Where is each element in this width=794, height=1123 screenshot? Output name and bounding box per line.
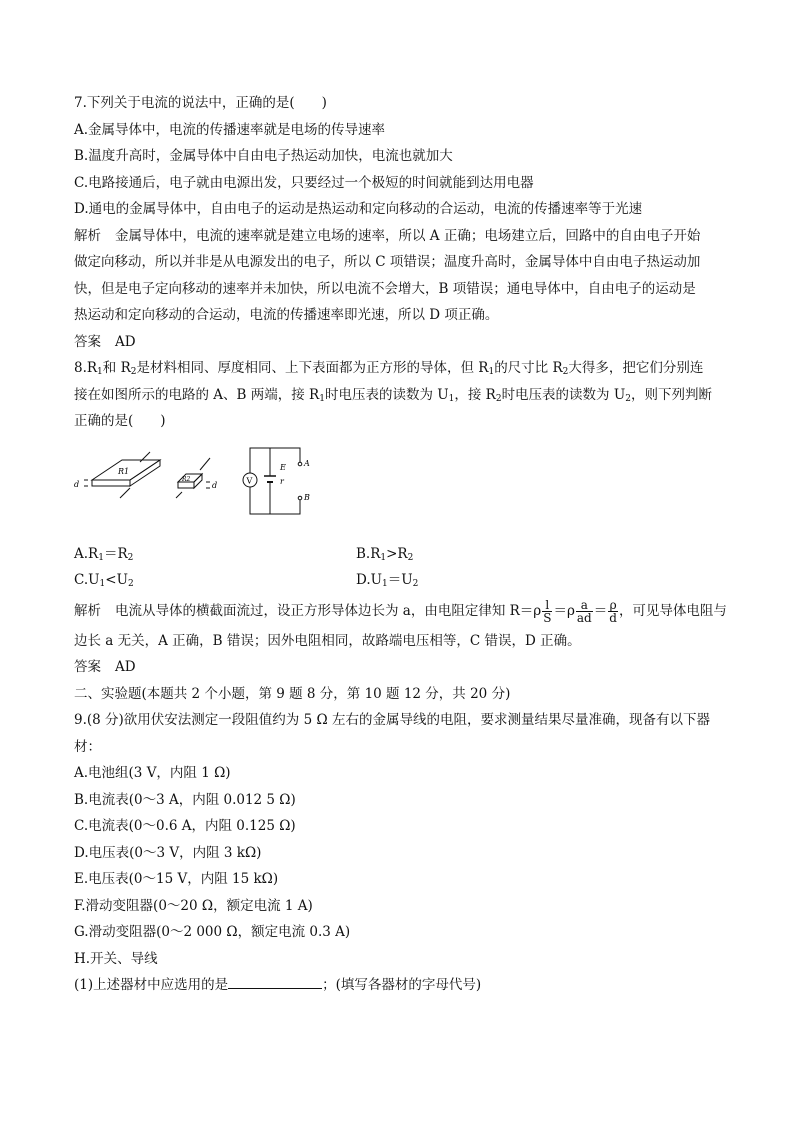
q7-analysis-cont: 做定向移动，所以并非是从电源发出的电子，所以 C 项错误；温度升高时，金属导体中自由电子热运动加 xyxy=(74,254,701,270)
q8-stem-line1: $8.R_1$和 $R_2$是材料相同、厚度相同、上下表面都为正方形的导体，但 $R_1$的尺寸比 $R_2$大得多，把它们分别连 xyxy=(74,360,704,377)
terminal-b-label: B xyxy=(304,493,310,502)
q9-subquestion-1: (1)上述器材中应选用的是 ；(填写各器材的字母代号) xyxy=(74,972,724,999)
d-label: d xyxy=(212,481,218,490)
q8-analysis-cont: 边长 a 无关，A 正确，B 错误；因外电阻相同，故路端电压相等，C 错误，D 正确。 xyxy=(74,632,581,649)
q7-answer xyxy=(74,329,724,356)
d-label: d xyxy=(74,480,80,489)
q7-analysis-line xyxy=(74,223,724,250)
q8-option-c: $C.U_1<U_2$ xyxy=(74,572,134,589)
q7-analysis-cont: 热运动和定向移动的合运动，电流的传播速率即光速，所以 D 项正确。 xyxy=(74,307,499,323)
r1-label: R1 xyxy=(118,467,130,476)
answer-label: 答案 xyxy=(74,659,101,675)
q8-options-row2 xyxy=(74,567,724,594)
q8-option-a: $A.R_1=R_2$ xyxy=(74,545,134,563)
q8-option-d: $D.U_1=U_2$ xyxy=(356,572,419,589)
q7-analysis-cont: 快，但是电子定向移动的速率并未加快，所以电流不会增大，B 项错误；通电导体中，自由电子的运动是 xyxy=(74,280,696,297)
analysis-label: 解析 xyxy=(74,227,101,244)
answer-label: 答案 xyxy=(74,333,101,350)
analysis-label: 解析 xyxy=(74,602,101,619)
q9-item-f: F.滑动变阻器(0～20 Ω，额定电流 1 A) xyxy=(74,897,313,914)
q8-analysis-line: 解析 电流从导体的横截面流过，设正方形导体边长为 a，由电阻定律知 R＝ρ $\frac{l}{S}$ ＝ρ $\frac{a}{ad}$ ＝ $\frac{\rho}{d}$ ，可见导体电阻与 xyxy=(74,597,727,625)
q7-analysis-text: 金属导体中，电流的速率就是建立电场的速率，所以 A 正确；电场建立后，回路中的自由电子开始 xyxy=(115,227,701,244)
q9-item-c: C.电流表(0～0.6 A，内阻 0.125 Ω) xyxy=(74,818,296,834)
q7-option-d: D.通电的金属导体中，自由电子的运动是热运动和定向移动的合运动，电流的传播速率等于光速 xyxy=(74,201,643,217)
q7-option-b: B.温度升高时，金属导体中自由电子热运动加快，电流也就加大 xyxy=(74,148,453,164)
section-heading: 二、实验题(本题共 2 个小题，第 9 题 8 分，第 10 题 12 分，共 20 分) xyxy=(74,685,511,702)
q8-option-b: $B.R_1>R_2$ xyxy=(356,545,414,563)
q7-stem: 7.下列关于电流的说法中，正确的是( ) xyxy=(74,95,327,111)
q9-stem-line1: 9.(8 分)欲用伏安法测定一段阻值约为 5 Ω 左右的金属导线的电阻，要求测量结果尽量准确，现备有以下器 xyxy=(74,712,710,728)
answer-value: AD xyxy=(115,659,136,675)
q9-item-e: E.电压表(0～15 V，内阻 15 kΩ) xyxy=(74,871,279,887)
internal-r-label: r xyxy=(280,477,284,486)
q9-item-d: D.电压表(0～3 V，内阻 3 kΩ) xyxy=(74,844,262,861)
q8-answer xyxy=(74,654,724,681)
fraction: $\frac{\rho}{d}$ xyxy=(609,597,617,625)
document-page xyxy=(74,90,727,999)
q9-stem-line2: 材： xyxy=(74,738,101,755)
voltmeter-label: V xyxy=(246,476,253,486)
emf-label: E xyxy=(280,463,286,472)
terminal-a-label: A xyxy=(304,459,310,468)
r2-label: R2 xyxy=(182,476,191,483)
answer-blank[interactable] xyxy=(228,974,322,989)
fraction: $\frac{l}{S}$ xyxy=(543,597,552,625)
q8-stem-line2: 接在如图所示的电路的 A、B 两端，接 $R_1$时电压表的读数为 $U_1$，接 $R_2$时电压表的读数为 $U_2$，则下列判断 xyxy=(74,386,712,404)
q9-item-g: G.滑动变阻器(0～2 000 Ω，额定电流 0.3 A) xyxy=(74,924,351,940)
q8-options-row1 xyxy=(74,541,724,568)
circuit-figure xyxy=(74,446,324,516)
q9-item-h: H.开关、导线 xyxy=(74,950,158,967)
q7-option-a: A.金属导体中，电流的传播速率就是电场的传导速率 xyxy=(74,121,386,138)
q9-item-b: B.电流表(0～3 A，内阻 0.012 5 Ω) xyxy=(74,791,296,808)
q7-option-c: C.电路接通后，电子就由电源出发，只要经过一个极短的时间就能到达用电器 xyxy=(74,174,534,191)
q8-stem-line3: 正确的是( ) xyxy=(74,413,166,429)
answer-value: AD xyxy=(115,333,136,350)
fraction: $\frac{a}{ad}$ xyxy=(576,597,592,625)
q9-item-a: A.电池组(3 V，内阻 1 Ω) xyxy=(74,765,231,781)
